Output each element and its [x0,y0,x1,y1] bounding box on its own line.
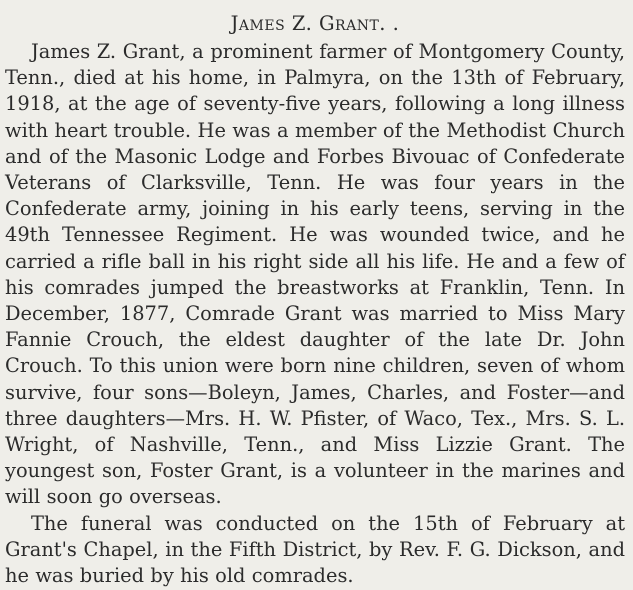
article-paragraph-2: The funeral was conducted on the 15th of February at Grant's Chapel, in the Fifth District, by Rev. F. G. Dickson, and he was buried by his old comrades. [5,511,625,588]
article-title: James Z. Grant. . [230,12,400,35]
article-paragraph-1: James Z. Grant, a prominent farmer of Montgomery County, Tenn., died at his home, in Palmyra, on the 13th of February, 1918, at the age of seventy-five years, following a long illness with heart trouble. He was a member of the Methodist Church and of the Masonic Lodge and Forbes Bivouac of Confederate Veterans of Clarksville, Tenn. He was four years in the Confederate army, joining in his early teens, serving in the 49th Tennessee Regiment. He was wounded twice, and he carried a rifle ball in his right side all his life. He and a few of his comrades jumped the breastworks at Franklin, Tenn. In December, 1877, Comrade Grant was married to Miss Mary Fannie Crouch, the eldest daughter of the late Dr. John Crouch. To this union were born nine children, seven of whom survive, four sons—Boleyn, James, Charles, and Foster—and three daughters—Mrs. H. W. Pfister, of Waco, Tex., Mrs. S. L. Wright, of Nashville, Tenn., and Miss Lizzie Grant. The youngest son, Foster Grant, is a volunteer in the marines and will soon go overseas. [5,40,625,509]
